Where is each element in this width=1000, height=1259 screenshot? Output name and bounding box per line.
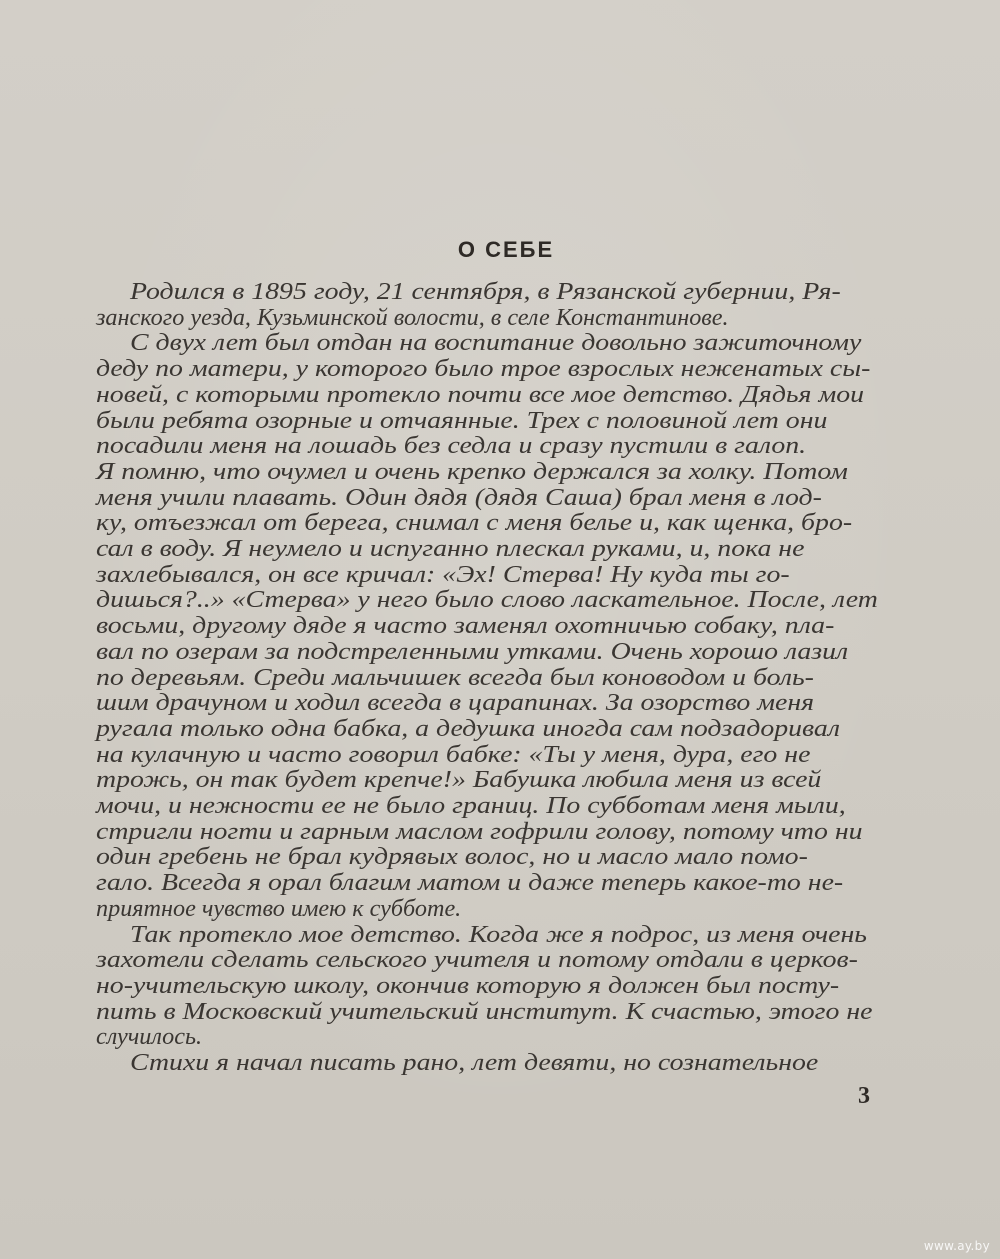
text-line: меня учили плавать. Один дядя (дядя Саша) брал меня в лод- <box>96 483 822 511</box>
text-line: но-учительскую школу, окончив которую я должен был посту- <box>96 971 840 999</box>
text-line: восьми, другому дяде я часто заменял охотничью собаку, пла- <box>96 612 835 640</box>
text-line: Стихи я начал писать рано, лет девяти, но сознательное <box>130 1049 819 1076</box>
text-line: шим драчуном и ходил всегда в царапинах. За озорство меня <box>96 689 815 717</box>
text-line: дишься?..» «Стерва» у него было слово ласкательное. После, лет <box>96 586 878 614</box>
text-line: занского уезда, Кузьминской волости, в селе Константинове. <box>96 303 729 331</box>
text-line: один гребень не брал кудрявых волос, но и масло мало помо- <box>96 843 808 871</box>
text-line: на кулачную и часто говорил бабке: «Ты у меня, дура, его не <box>96 740 811 768</box>
text-line: стригли ногти и гарным маслом гофрили голову, потому что ни <box>96 817 863 845</box>
text-line: вал по озерам за подстреленными утками. Очень хорошо лазил <box>96 637 849 665</box>
text-line: приятное чувство имею к субботе. <box>96 894 462 922</box>
text-line: посадили меня на лошадь без седла и сразу пустили в галоп. <box>96 432 807 460</box>
text-line: Так протекло мое детство. Когда же я подрос, из меня очень <box>130 920 867 948</box>
chapter-title: О СЕБЕ <box>457 237 555 262</box>
page-number: 3 <box>858 1083 870 1109</box>
text-line: гало. Всегда я орал благим матом и даже теперь какое-то не- <box>96 869 844 897</box>
text-line: сал в воду. Я неумело и испуганно плескал руками, и, пока не <box>96 535 805 562</box>
text-line: Я помню, что очумел и очень крепко держался за холку. Потом <box>96 457 848 485</box>
text-line: С двух лет был отдан на воспитание довольно зажиточному <box>130 329 862 357</box>
text-line: новей, с которыми протекло почти все мое детство. Дядья мои <box>96 380 865 408</box>
text-line: были ребята озорные и отчаянные. Трех с половиной лет они <box>96 406 828 434</box>
text-line: захотели сделать сельского учителя и потому отдали в церков- <box>96 946 858 974</box>
text-line: пить в Московский учительский институт. К счастью, этого не <box>96 997 873 1025</box>
text-line: Родился в 1895 году, 21 сентября, в Рязанской губернии, Ря- <box>130 278 841 305</box>
text-line: трожь, он так будет крепче!» Бабушка любила меня из всей <box>96 766 822 794</box>
text-line: по деревьям. Среди мальчишек всегда был коноводом и боль- <box>96 663 814 691</box>
text-line: деду по матери, у которого было трое взрослых неженатых сы- <box>96 355 871 383</box>
text-line: захлебывался, он все кричал: «Эх! Стерва! Ну куда ты го- <box>96 560 790 588</box>
text-line: случилось. <box>96 1023 203 1051</box>
text-line: мочи, и нежности ее не было границ. По субботам меня мыли, <box>96 792 846 819</box>
watermark: www.ay.by <box>923 1239 990 1253</box>
text-line: ку, отъезжал от берега, снимал с меня белье и, как щенка, бро- <box>96 509 853 537</box>
text-line: ругала только одна бабка, а дедушка иногда сам подзадоривал <box>96 714 840 742</box>
